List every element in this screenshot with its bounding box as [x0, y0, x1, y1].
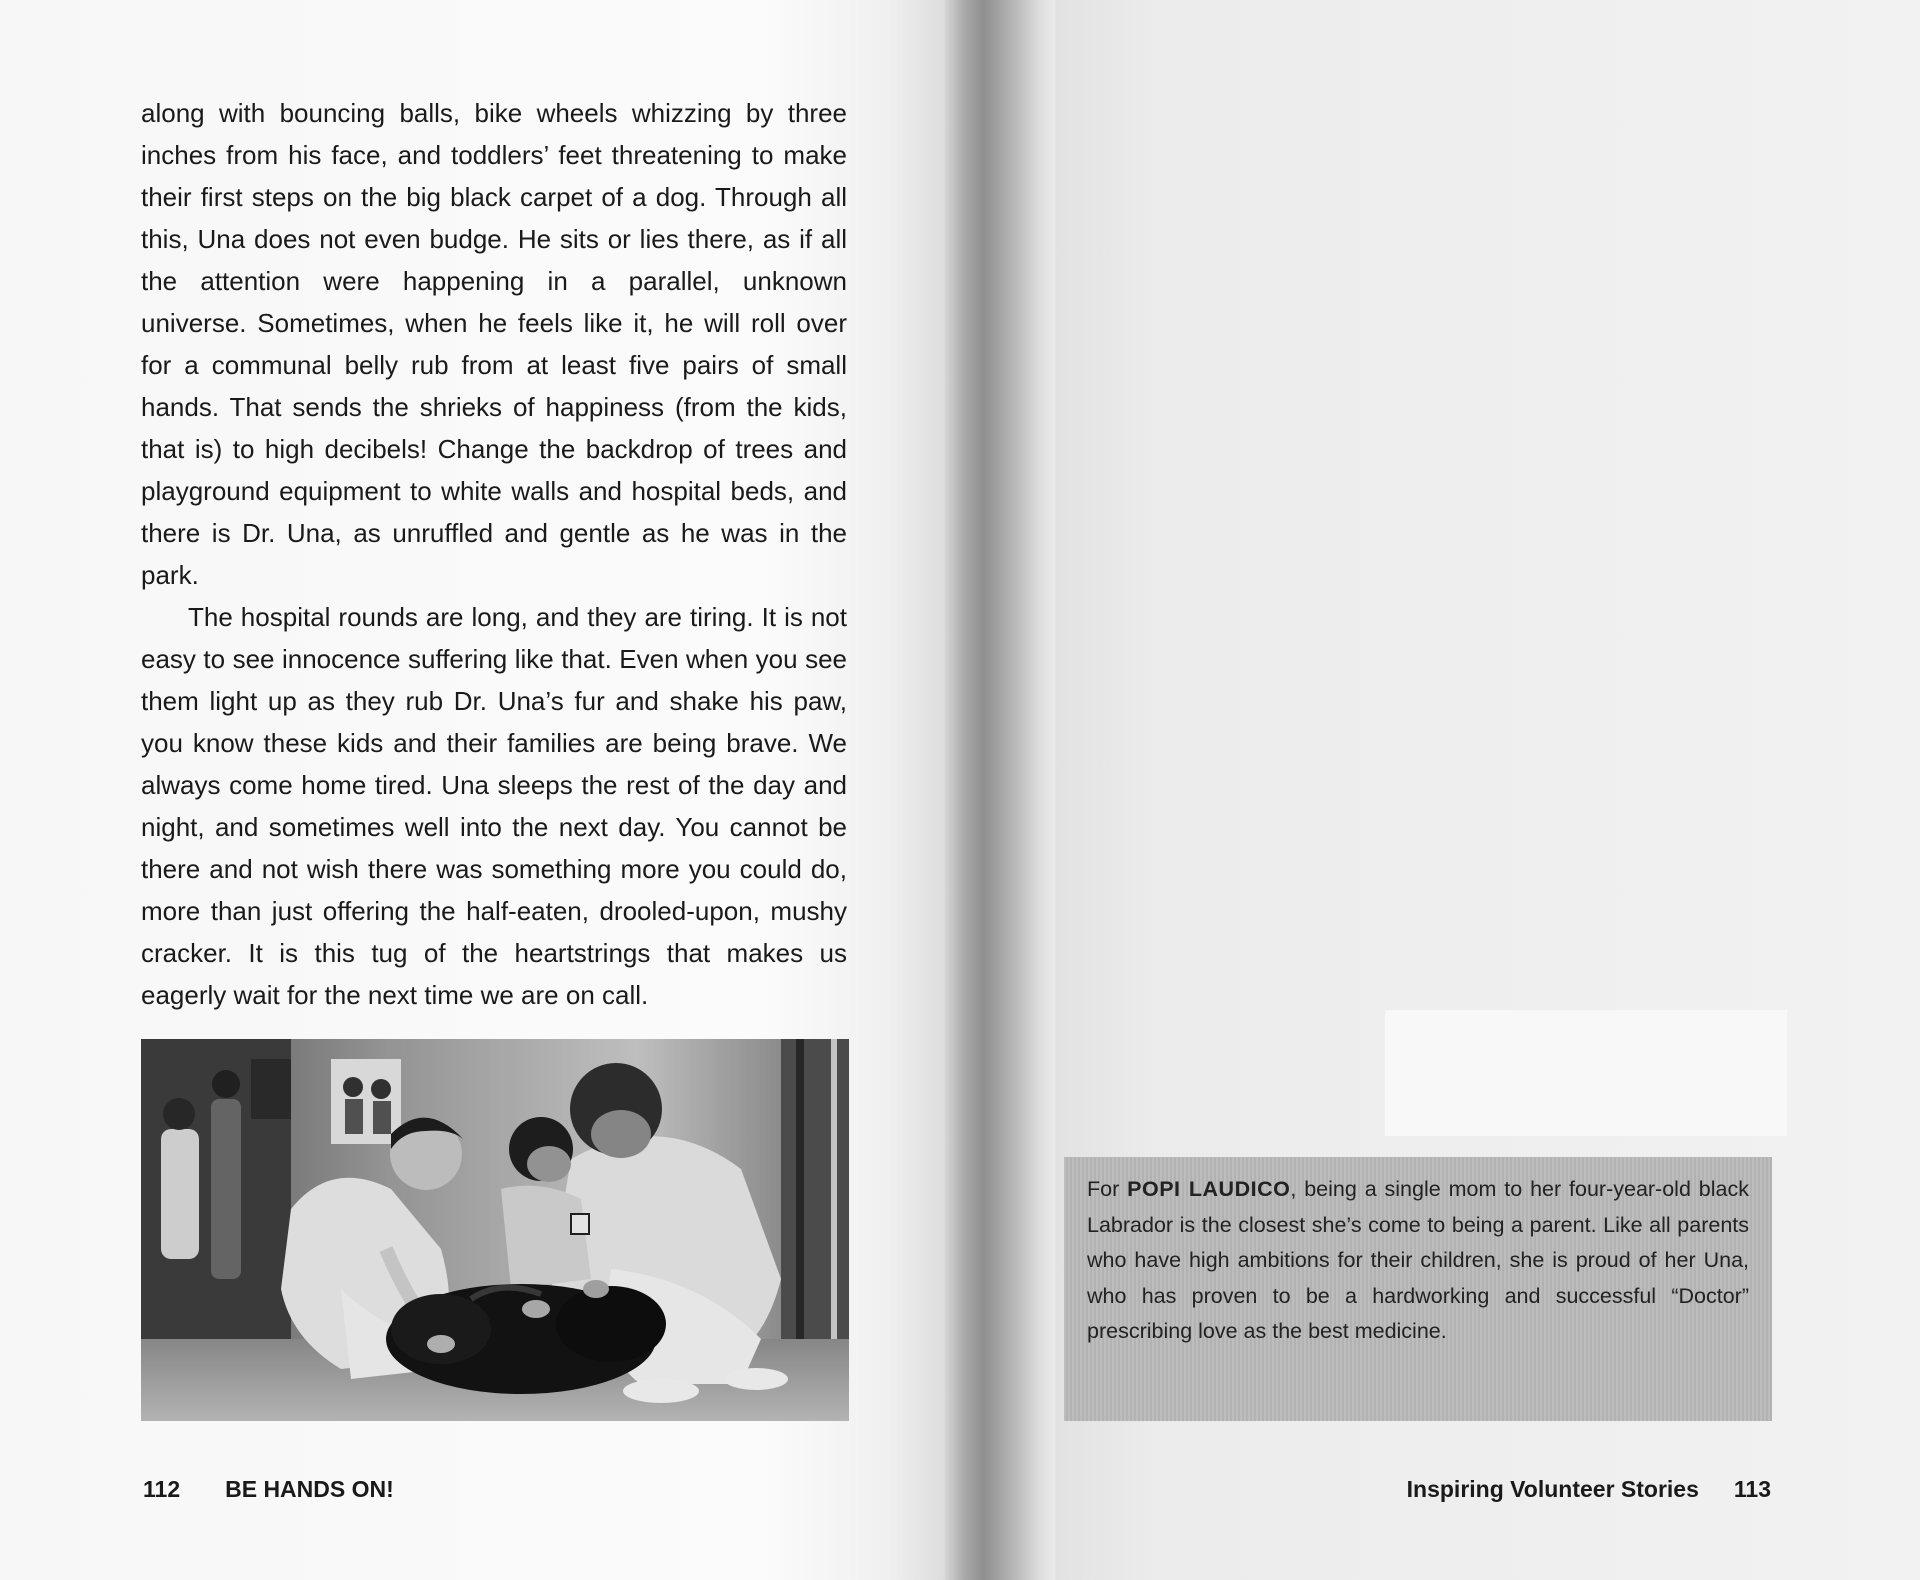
bio-rest: , being a single mom to her four-year-old black Labrador is the closest she’s come to being a parent. Like all parents who have high ambitions for their children, she is proud of her Una, who has proven to be a hardworking and successful “Doctor” prescribing love as the best medicine.	[1087, 1177, 1749, 1343]
paragraph-2: The hospital rounds are long, and they are tiring. It is not easy to see innocence suffering like that. Even when you see them light up as they rub Dr. Una’s fur and shake his paw, you know these kids and their families are being brave. We always come home tired. Una sleeps the rest of the day and night, and sometimes well into the next day. You cannot be there and not wish there was something more you could do, more than just offering the half-eaten, drooled-upon, mushy cracker. It is this tug of the heartstrings that makes us eagerly wait for the next time we are on call.	[141, 602, 847, 1010]
paper-highlight	[1385, 1010, 1787, 1136]
page-number-right: 113	[1733, 1476, 1771, 1502]
author-bio-text	[1087, 1172, 1749, 1350]
bio-lead: For	[1087, 1177, 1128, 1201]
page-number-left: 112	[143, 1476, 181, 1502]
right-folio	[1407, 1476, 1771, 1503]
photo-volunteers-with-dog	[141, 1039, 849, 1421]
author-name: POPI LAUDICO	[1127, 1177, 1291, 1201]
paragraph-1: along with bouncing balls, bike wheels whizzing by three inches from his face, and toddlers’ feet threatening to make their first steps on the big black carpet of a dog. Through all this, Una does not even budge. He sits or lies there, as if all the attention were happening in a parallel, unknown universe. Sometimes, when he feels like it, he will roll over for a communal belly rub from at least five pairs of small hands. That sends the shrieks of happiness (from the kids, that is) to high decibels! Change the backdrop of trees and playground equipment to white walls and hospital beds, and there is Dr. Una, as unruffled and gentle as he was in the park.	[141, 98, 847, 590]
running-head-left: BE HANDS ON!	[225, 1476, 394, 1502]
left-folio	[143, 1476, 394, 1503]
book-gutter	[945, 0, 1055, 1580]
author-bio-box	[1064, 1157, 1772, 1421]
body-text	[141, 92, 847, 1016]
running-head-right: Inspiring Volunteer Stories	[1406, 1476, 1699, 1502]
